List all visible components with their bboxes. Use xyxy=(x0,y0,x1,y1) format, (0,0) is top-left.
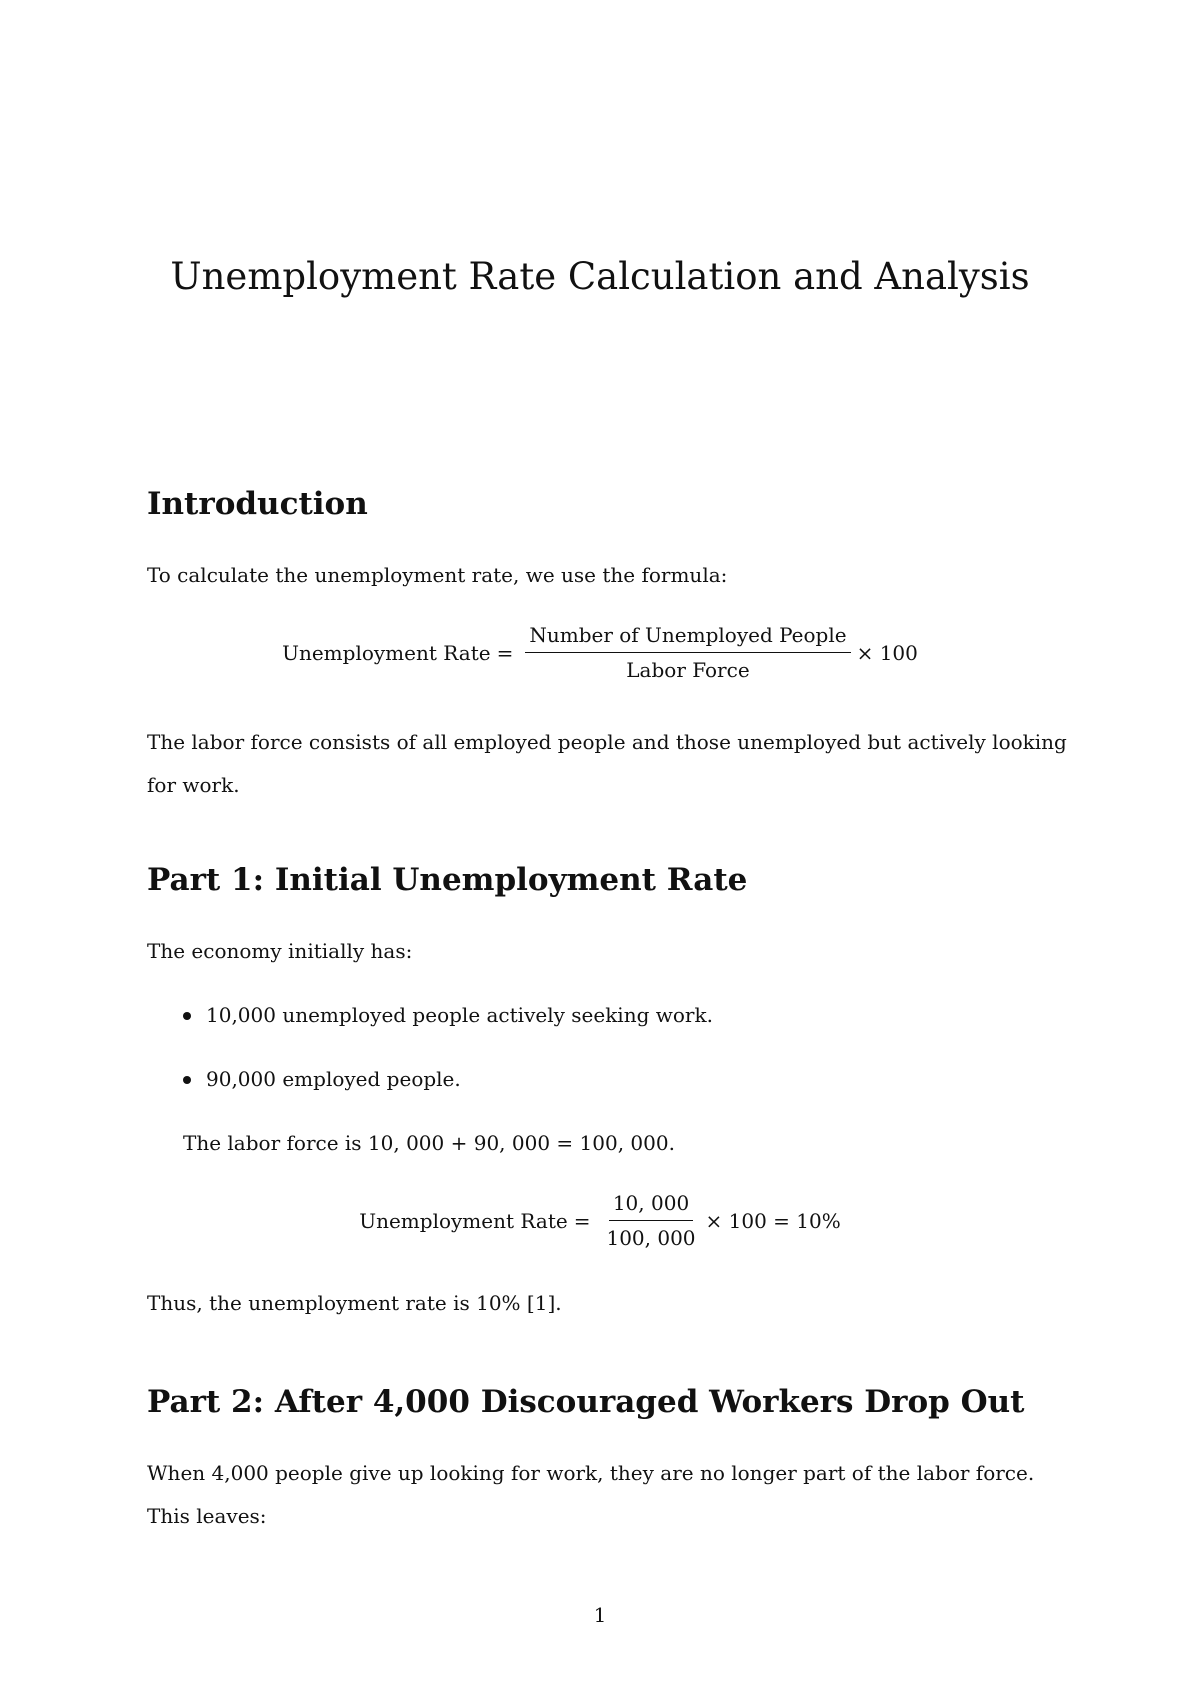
formula-denominator: Labor Force xyxy=(626,658,750,682)
formula-fraction xyxy=(602,1189,699,1252)
document-title: Unemployment Rate Calculation and Analysis xyxy=(170,255,1030,298)
part1-conclusion-text: Thus, the unemployment rate is 10% [1]. xyxy=(147,1291,562,1315)
formula-tail: × 100 = 10% xyxy=(705,1208,841,1233)
formula-denominator: 100, 000 xyxy=(606,1226,696,1250)
formula-fraction xyxy=(525,621,850,684)
unemployment-rate-formula xyxy=(0,621,1200,684)
formula-numerator: 10, 000 xyxy=(609,1189,693,1221)
formula-lhs: Unemployment Rate xyxy=(359,1208,568,1233)
formula-tail: × 100 xyxy=(856,640,918,665)
page-number: 1 xyxy=(593,1603,607,1627)
part2-body-line-2: This leaves: xyxy=(147,1504,267,1528)
list-item-text: 90,000 employed people. xyxy=(206,1067,461,1091)
intro-lead-text: To calculate the unemployment rate, we use the formula: xyxy=(147,563,728,587)
formula-equals: = xyxy=(573,1208,591,1233)
intro-body-text: The labor force consists of all employed people and those unemployed but actively looking for work. xyxy=(147,730,1067,797)
labor-force-sum-text: The labor force is 10, 000 + 90, 000 = 100, 000. xyxy=(183,1131,675,1155)
section-heading-part-1: Part 1: Initial Unemployment Rate xyxy=(147,862,748,898)
formula-equals: = xyxy=(496,640,514,665)
formula-lhs: Unemployment Rate xyxy=(282,640,491,665)
bullet-icon xyxy=(183,1012,191,1020)
part1-lead-text: The economy initially has: xyxy=(147,939,413,963)
formula-numerator: Number of Unemployed People xyxy=(525,621,850,653)
list-item-text: 10,000 unemployed people actively seeking work. xyxy=(206,1003,713,1027)
bullet-icon xyxy=(183,1076,191,1084)
initial-rate-formula xyxy=(0,1189,1200,1252)
section-heading-introduction: Introduction xyxy=(147,486,368,522)
part2-body-line-1: When 4,000 people give up looking for work, they are no longer part of the labor force. xyxy=(147,1461,1035,1485)
section-heading-part-2: Part 2: After 4,000 Discouraged Workers Drop Out xyxy=(147,1384,1025,1420)
